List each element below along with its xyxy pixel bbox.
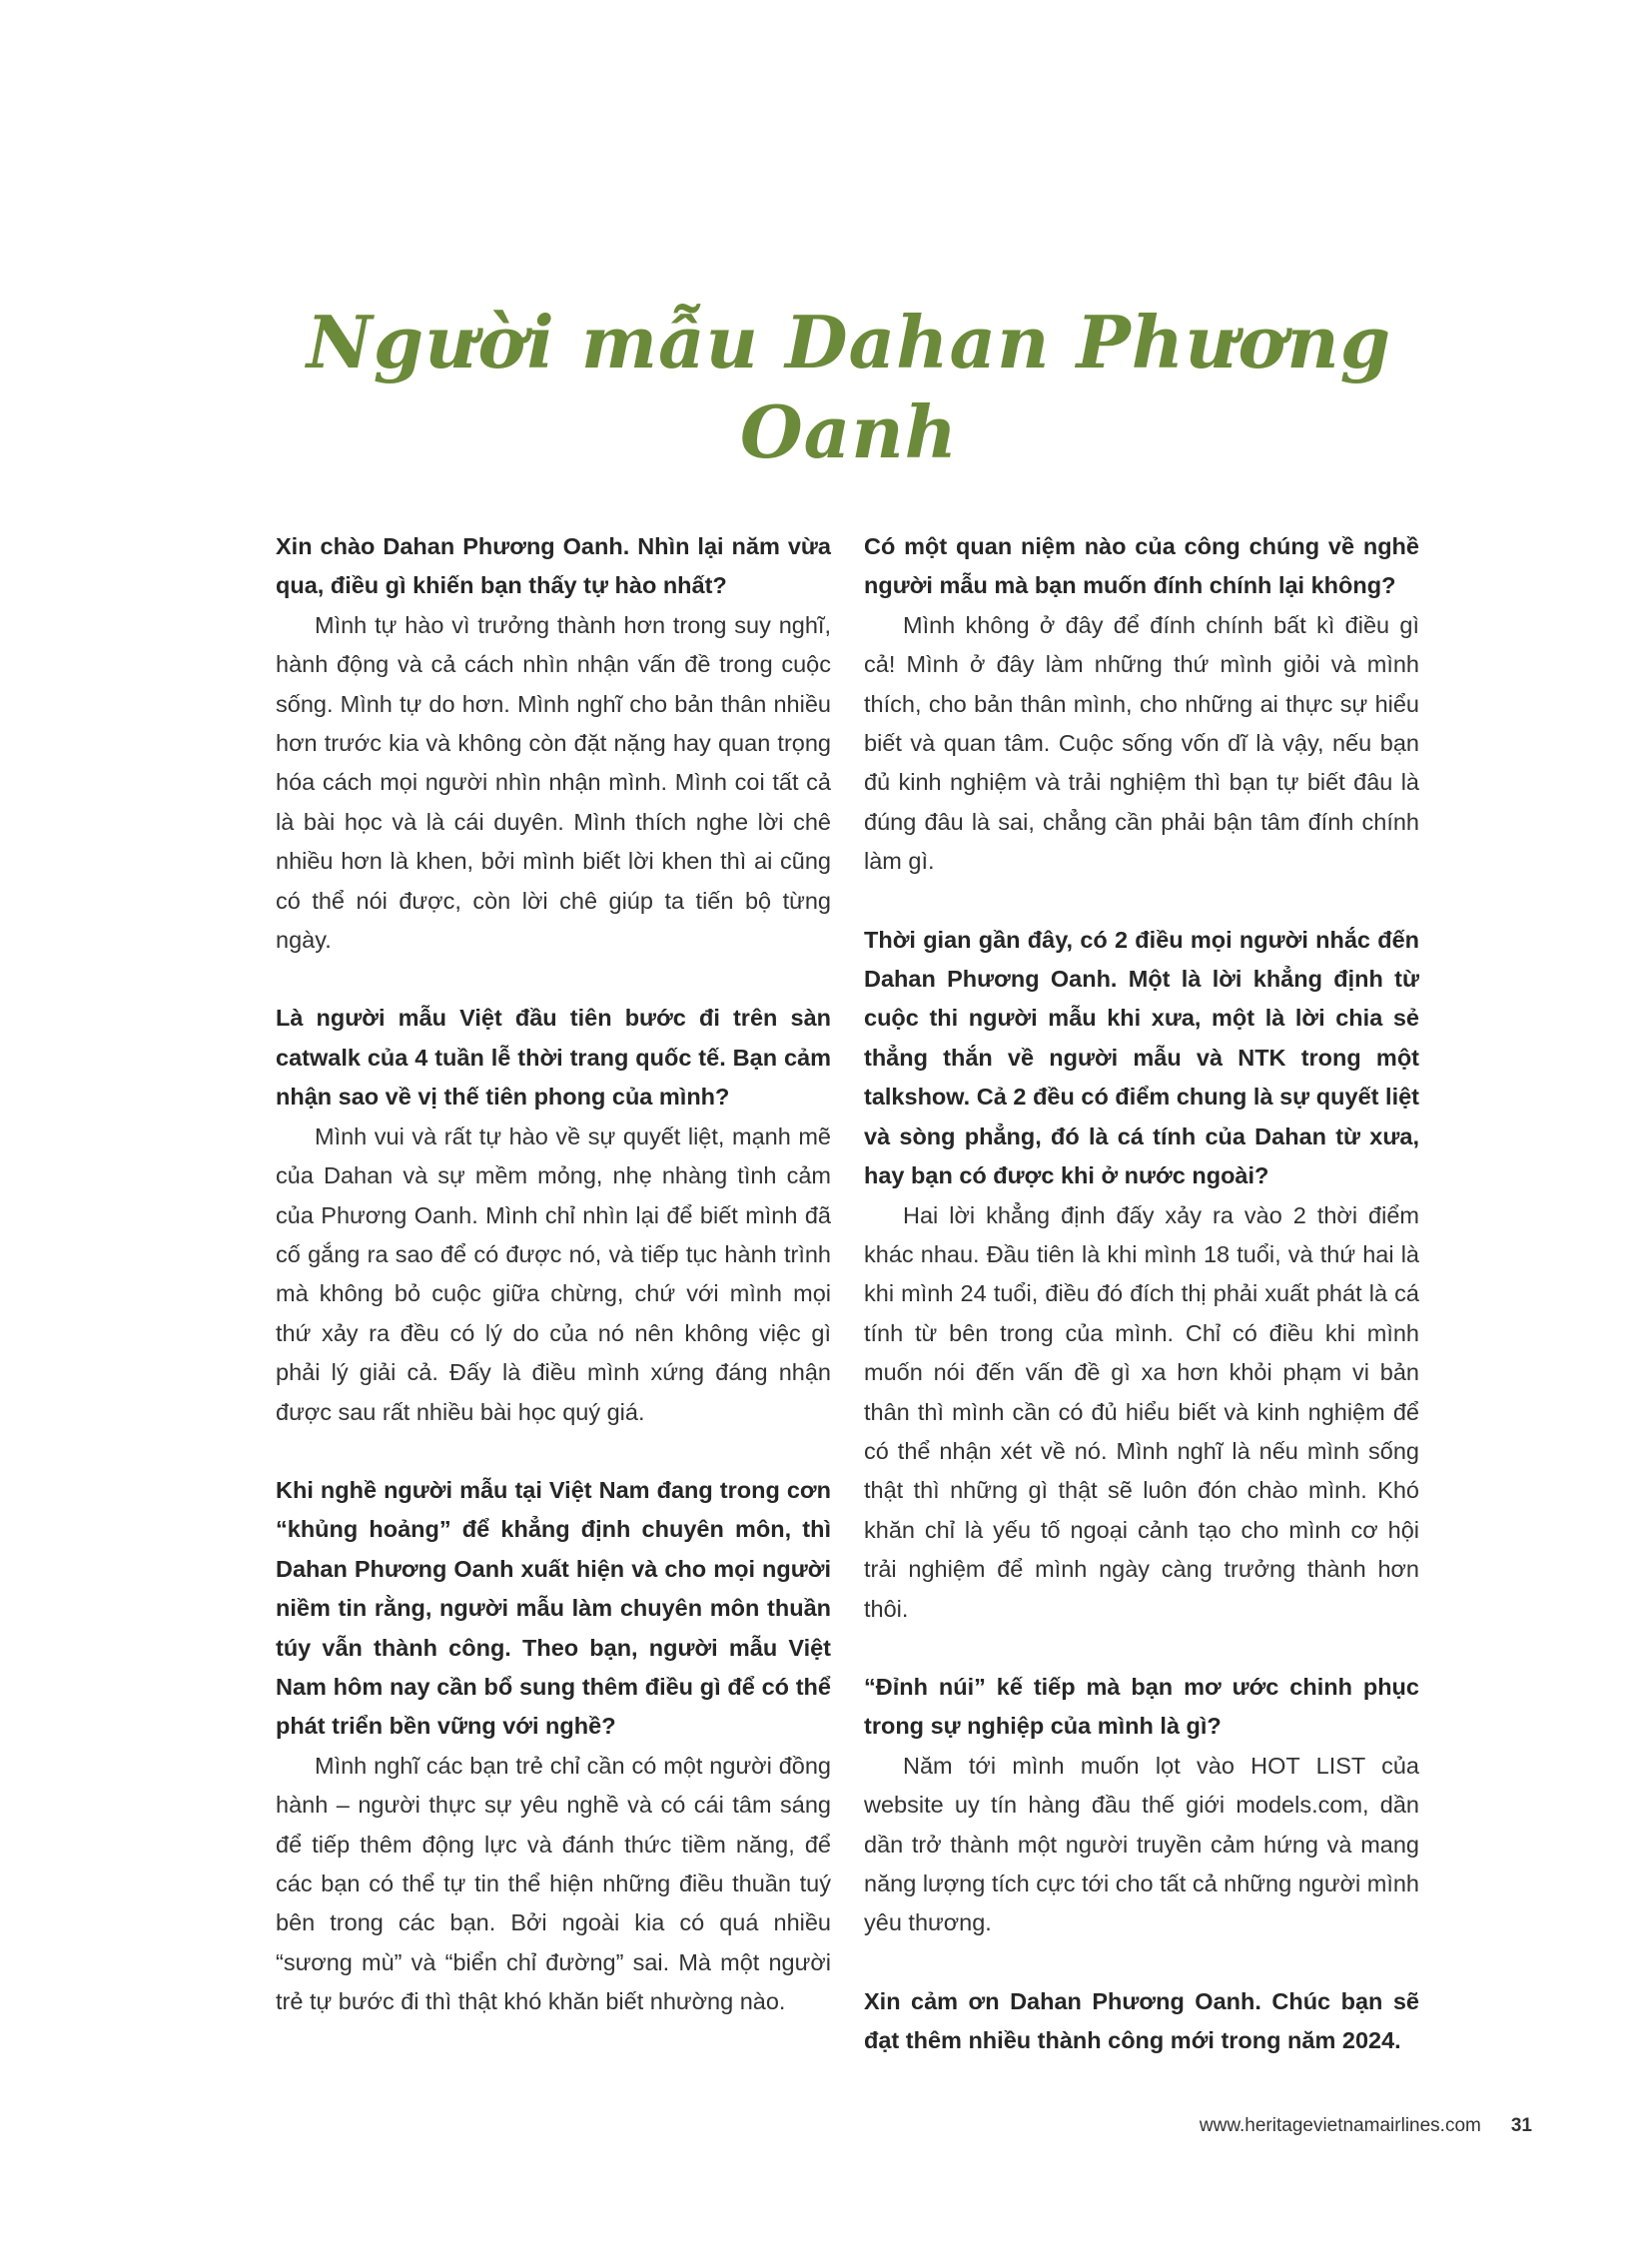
right-column <box>864 527 1419 2100</box>
interview-question: Thời gian gần đây, có 2 điều mọi người nhắc đến Dahan Phương Oanh. Một là lời khẳng định từ cuộc thi người mẫu khi xưa, một là lời chia sẻ thẳng thắn về người mẫu và NTK trong một talkshow. Cả 2 đều có điểm chung là sự quyết liệt và sòng phẳng, đó là cá tính của Dahan từ xưa, hay bạn có được khi ở nước ngoài? <box>864 926 1419 1189</box>
interview-answer: Mình không ở đây để đính chính bất kì điều gì cả! Mình ở đây làm những thứ mình giỏi và mình thích, cho bản thân mình, cho những ai thực sự hiểu biết và quan tâm. Cuộc sống vốn dĩ là vậy, nếu bạn đủ kinh nghiệm và trải nghiệm thì bạn tự biết đâu là đúng đâu là sai, chẳng cần phải bận tâm đính chính làm gì. <box>864 611 1419 875</box>
qa-block <box>276 1471 831 2022</box>
closing-remark: Xin cảm ơn Dahan Phương Oanh. Chúc bạn sẽ đạt thêm nhiều thành công mới trong năm 2024. <box>864 1987 1419 2054</box>
left-column <box>276 527 831 2061</box>
article-title: Người mẫu Dahan Phương Oanh <box>306 300 1392 475</box>
qa-block <box>864 1668 1419 1943</box>
interview-answer: Mình nghĩ các bạn trẻ chỉ cần có một người đồng hành – người thực sự yêu nghề và có cái tâm sáng để tiếp thêm động lực và đánh thức tiềm năng, để các bạn có thể tự tin thể hiện những điều thuần tuý bên trong các bạn. Bởi ngoài kia có quá nhiều “sương mù” và “biển chỉ đường” sai. Mà một người trẻ tự bước đi thì thật khó khăn biết nhường nào. <box>276 1752 831 2015</box>
interview-question: “Đỉnh núi” kế tiếp mà bạn mơ ước chinh phục trong sự nghiệp của mình là gì? <box>864 1673 1419 1740</box>
interview-question: Xin chào Dahan Phương Oanh. Nhìn lại năm vừa qua, điều gì khiến bạn thấy tự hào nhất? <box>276 533 831 599</box>
closing-block <box>864 1982 1419 2061</box>
footer-website-link[interactable]: www.heritagevietnamairlines.com <box>1199 2115 1481 2136</box>
qa-block <box>276 527 831 960</box>
qa-block <box>864 527 1419 882</box>
interview-question: Khi nghề người mẫu tại Việt Nam đang trong cơn “khủng hoảng” để khẳng định chuyên môn, thì Dahan Phương Oanh xuất hiện và cho mọi người niềm tin rằng, người mẫu làm chuyên môn thuần túy vẫn thành công. Theo bạn, người mẫu Việt Nam hôm nay cần bổ sung thêm điều gì để có thể phát triển bền vững với nghề? <box>276 1476 831 1740</box>
qa-block <box>864 921 1419 1629</box>
interview-answer: Mình tự hào vì trưởng thành hơn trong suy nghĩ, hành động và cả cách nhìn nhận vấn đề trong cuộc sống. Mình tự do hơn. Mình nghĩ cho bản thân nhiều hơn trước kia và không còn đặt nặng hay quan trọng hóa cách mọi người nhìn nhận mình. Mình coi tất cả là bài học và là cái duyên. Mình thích nghe lời chê nhiều hơn là khen, bởi mình biết lời khen thì ai cũng có thể nói được, còn lời chê giúp ta tiến bộ từng ngày. <box>276 611 831 954</box>
page-footer <box>1200 2115 1532 2137</box>
interview-answer: Năm tới mình muốn lọt vào HOT LIST của website uy tín hàng đầu thế giới models.com, dần dần trở thành một người truyền cảm hứng và mang năng lượng tích cực tới cho tất cả những người mình yêu thương. <box>864 1752 1419 1936</box>
interview-question: Có một quan niệm nào của công chúng về nghề người mẫu mà bạn muốn đính chính lại không? <box>864 533 1419 599</box>
interview-question: Là người mẫu Việt đầu tiên bước đi trên sàn catwalk của 4 tuần lễ thời trang quốc tế. Bạn cảm nhận sao về vị thế tiên phong của mình? <box>276 1005 831 1111</box>
interview-answer: Mình vui và rất tự hào về sự quyết liệt, mạnh mẽ của Dahan và sự mềm mỏng, nhẹ nhàng tình cảm của Phương Oanh. Mình chỉ nhìn lại để biết mình đã cố gắng ra sao để có được nó, và tiếp tục hành trình mà không bỏ cuộc giữa chừng, chứ với mình mọi thứ xảy ra đều có lý do của nó nên không việc gì phải lý giải cả. Đấy là điều mình xứng đáng nhận được sau rất nhiều bài học quý giá. <box>276 1122 831 1425</box>
interview-answer: Hai lời khẳng định đấy xảy ra vào 2 thời điểm khác nhau. Đầu tiên là khi mình 18 tuổi, và thứ hai là khi mình 24 tuổi, điều đó đích thị phải xuất phát là cá tính từ bên trong của mình. Chỉ có điều khi mình muốn nói đến vấn đề gì xa hơn khỏi phạm vi bản thân thì mình cần có đủ hiểu biết và kinh nghiệm để có thể nhận xét về nó. Mình nghĩ là nếu mình sống thật thì những gì thật sẽ luôn đón chào mình. Khó khăn chỉ là yếu tố ngoại cảnh tạo cho mình cơ hội trải nghiệm để mình ngày càng trưởng thành hơn thôi. <box>864 1201 1419 1622</box>
qa-block <box>276 999 831 1431</box>
page-number: 31 <box>1510 2115 1532 2136</box>
